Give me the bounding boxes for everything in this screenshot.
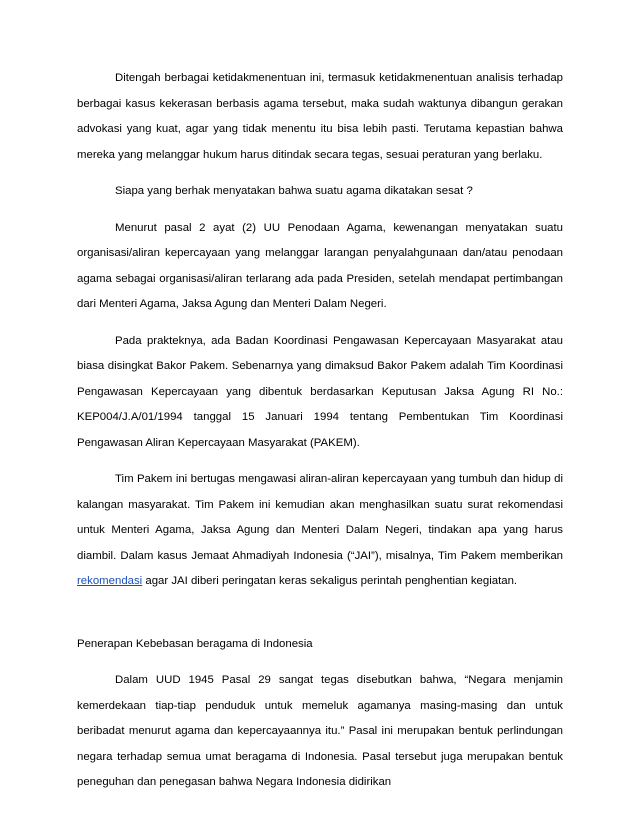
rekomendasi-link[interactable]: rekomendasi	[77, 575, 143, 587]
paragraph-1: Ditengah berbagai ketidakmenentuan ini, termasuk ketidakmenentuan analisis terhadap berbagai kasus kekerasan berbasis agama tersebut, maka sudah waktunya dibangun gerakan advokasi yang kuat, agar yang tidak menentu itu bisa lebih pasti. Terutama kepastian bahwa mereka yang melanggar hukum harus ditindak secara tegas, sesuai peraturan yang berlaku.	[77, 72, 563, 161]
paragraph-5-text-after: agar JAI diberi peringatan keras sekaligus perintah penghentian kegiatan.	[142, 575, 518, 587]
paragraph-5	[77, 467, 563, 595]
section-heading: Penerapan Kebebasan beragama di Indonesia	[77, 637, 313, 650]
paragraph-3: Menurut pasal 2 ayat (2) UU Penodaan Agama, kewenangan menyatakan suatu organisasi/aliran kepercayaan yang melanggar larangan penyalahgunaan dan/atau penodaan agama sebagai organisasi/aliran terlarang ada pada Presiden, setelah mendapat pertimbangan dari Menteri Agama, Jaksa Agung dan Menteri Dalam Negeri.	[77, 221, 563, 310]
paragraph-4: Pada prakteknya, ada Badan Koordinasi Pengawasan Kepercayaan Masyarakat atau biasa disingkat Bakor Pakem. Sebenarnya yang dimaksud Bakor Pakem adalah Tim Koordinasi Pengawasan Kepercayaan yang dibentuk berdasarkan Keputusan Jaksa Agung RI No.: KEP004/J.A/01/1994 tanggal 15 Januari 1994 tentang Pembentukan Tim Koordinasi Pengawasan Aliran Kepercayaan Masyarakat (PAKEM).	[77, 334, 563, 449]
paragraph-question: Siapa yang berhak menyatakan bahwa suatu agama dikatakan sesat ?	[115, 185, 473, 197]
document-page	[77, 66, 563, 796]
paragraph-5-text-before: Tim Pakem ini bertugas mengawasi aliran-aliran kepercayaan yang tumbuh dan hidup di kalangan masyarakat. Tim Pakem ini kemudian akan menghasilkan suatu surat rekomendasi untuk Menteri Agama, Jaksa Agung dan Menteri Dalam Negeri, tindakan apa yang harus diambil. Dalam kasus Jemaat Ahmadiyah Indonesia (“JAI”), misalnya, Tim Pakem memberikan	[77, 473, 563, 562]
paragraph-6: Dalam UUD 1945 Pasal 29 sangat tegas disebutkan bahwa, “Negara menjamin kemerdekaan tiap-tiap penduduk untuk memeluk agamanya masing-masing dan untuk beribadat menurut agama dan kepercayaannya itu.” Pasal ini merupakan bentuk perlindungan negara terhadap semua umat beragama di Indonesia. Pasal tersebut juga merupakan bentuk peneguhan dan penegasan bahwa Negara Indonesia didirikan	[77, 674, 563, 788]
